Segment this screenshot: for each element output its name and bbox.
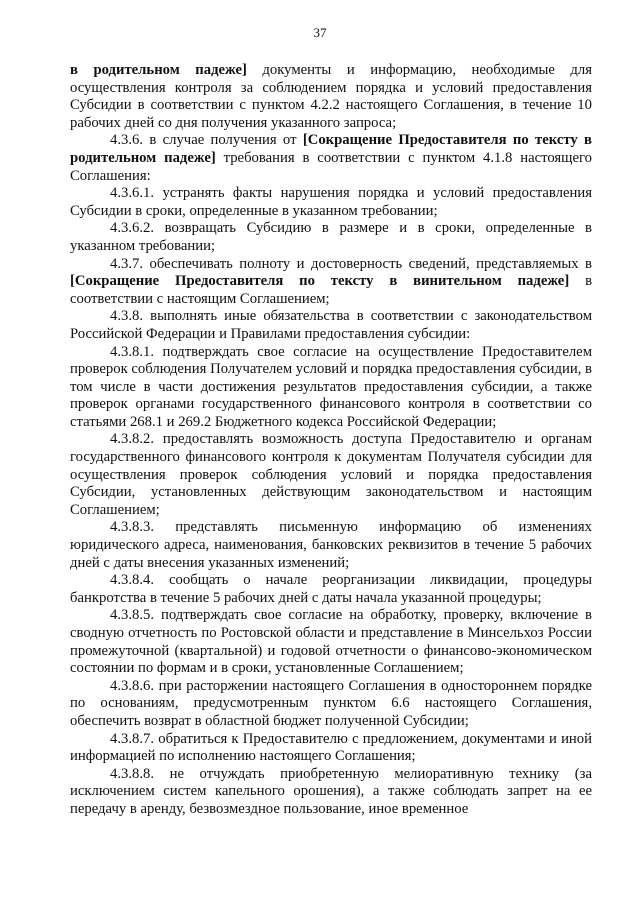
paragraph-text: 4.3.6.1. устранять факты нарушения порядка и условий предоставления Субсидии в сроки, определенные в указанном требовании; — [70, 185, 592, 219]
paragraph-text: требования в соответствии с пунктом 4.1.8 настоящего Соглашения: — [70, 149, 593, 184]
paragraph — [70, 572, 592, 607]
paragraph — [70, 607, 592, 677]
paragraph — [70, 344, 592, 432]
paragraph — [70, 731, 592, 766]
document-body — [70, 62, 592, 819]
bold-placeholder-text: [Сокращение Предоставителя по тексту в винительном падеже] — [70, 273, 570, 290]
paragraph-text: 4.3.8. выполнять иные обязательства в соответствии с законодательством Российской Федерации и Правилами предоставления субсидии: — [70, 308, 592, 342]
paragraph-text: 4.3.8.1. подтверждать свое согласие на осуществление Предоставителем проверок соблюдения Получателем условий и порядка предоставления субсидии, в том числе в части достижения результатов предоставления субсидии, а также проверок органами государственного финансового контроля в соответствии со статьями 268.1 и 269.2 Бюджетного кодекса Российской Федерации; — [70, 343, 592, 430]
paragraph-text: 4.3.6.2. возвращать Субсидию в размере и в сроки, определенные в указанном требовании; — [70, 220, 592, 254]
paragraph — [70, 678, 592, 731]
bold-placeholder-text: в родительном падеже] — [70, 62, 247, 78]
paragraph-text: 4.3.8.3. представлять письменную информацию об изменениях юридического адреса, наименования, банковских реквизитов в течение 5 рабочих дней с даты внесения указанных изменений; — [70, 519, 592, 571]
paragraph — [70, 519, 592, 572]
paragraph-text: 4.3.8.2. предоставлять возможность доступа Предоставителю и органам государственного финансового контроля к документам Получателя субсидии для осуществления проверок соблюдения условий и порядка предоставления Субсидии, установленных действующим законодательством и настоящим Соглашением; — [70, 431, 592, 518]
paragraph — [70, 62, 592, 132]
paragraph — [70, 766, 592, 819]
paragraph-text: в соответствии с настоящим Соглашением; — [70, 273, 593, 307]
paragraph-text: 4.3.8.7. обратиться к Предоставителю с предложением, документами и иной информацией по исполнению настоящего Соглашения; — [70, 730, 592, 765]
page-number: 37 — [313, 25, 327, 40]
paragraph-text: 4.3.8.8. не отчуждать приобретенную мелиоративную технику (за исключением систем капельного орошения), а также соблюдать запрет на ее передачу в аренду, безвозмездное пользование, иное временное — [70, 765, 592, 817]
paragraph — [70, 431, 592, 519]
paragraph — [70, 308, 592, 343]
paragraph-text: 4.3.8.4. сообщать о начале реорганизации ликвидации, процедуры банкротства в течение 5 рабочих дней с даты начала указанной процедуры; — [70, 572, 592, 606]
bold-placeholder-text: [Сокращение Предоставителя по тексту в родительном падеже] — [70, 132, 592, 166]
paragraph-text: 4.3.8.6. при расторжении настоящего Соглашения в одностороннем порядке по основаниям, предусмотренным пунктом 6.6 настоящего Соглашения, обеспечить возврат в областной бюджет полученной Субсидии; — [70, 677, 592, 729]
paragraph — [70, 256, 592, 309]
paragraph-text: 4.3.8.5. подтверждать свое согласие на обработку, проверку, включение в сводную отчетность по Ростовской области и представление в Минсельхоз России промежуточной (квартальной) и годовой отчетности о финансово-экономическом состоянии по формам и в сроки, установленные Соглашением; — [70, 607, 592, 677]
paragraph — [70, 220, 592, 255]
paragraph-text: 4.3.7. обеспечивать полноту и достоверность сведений, представляемых в — [110, 255, 592, 272]
paragraph-text: 4.3.6. в случае получения от — [110, 132, 303, 149]
paragraph-text: документы и информацию, необходимые для осуществления контроля за соблюдением порядка и условий предоставления Субсидии в соответствии с пунктом 4.2.2 настоящего Соглашения, в течение 10 рабочих дней со дня получения указанного запроса; — [70, 62, 592, 131]
paragraph — [70, 132, 592, 185]
paragraph — [70, 185, 592, 220]
